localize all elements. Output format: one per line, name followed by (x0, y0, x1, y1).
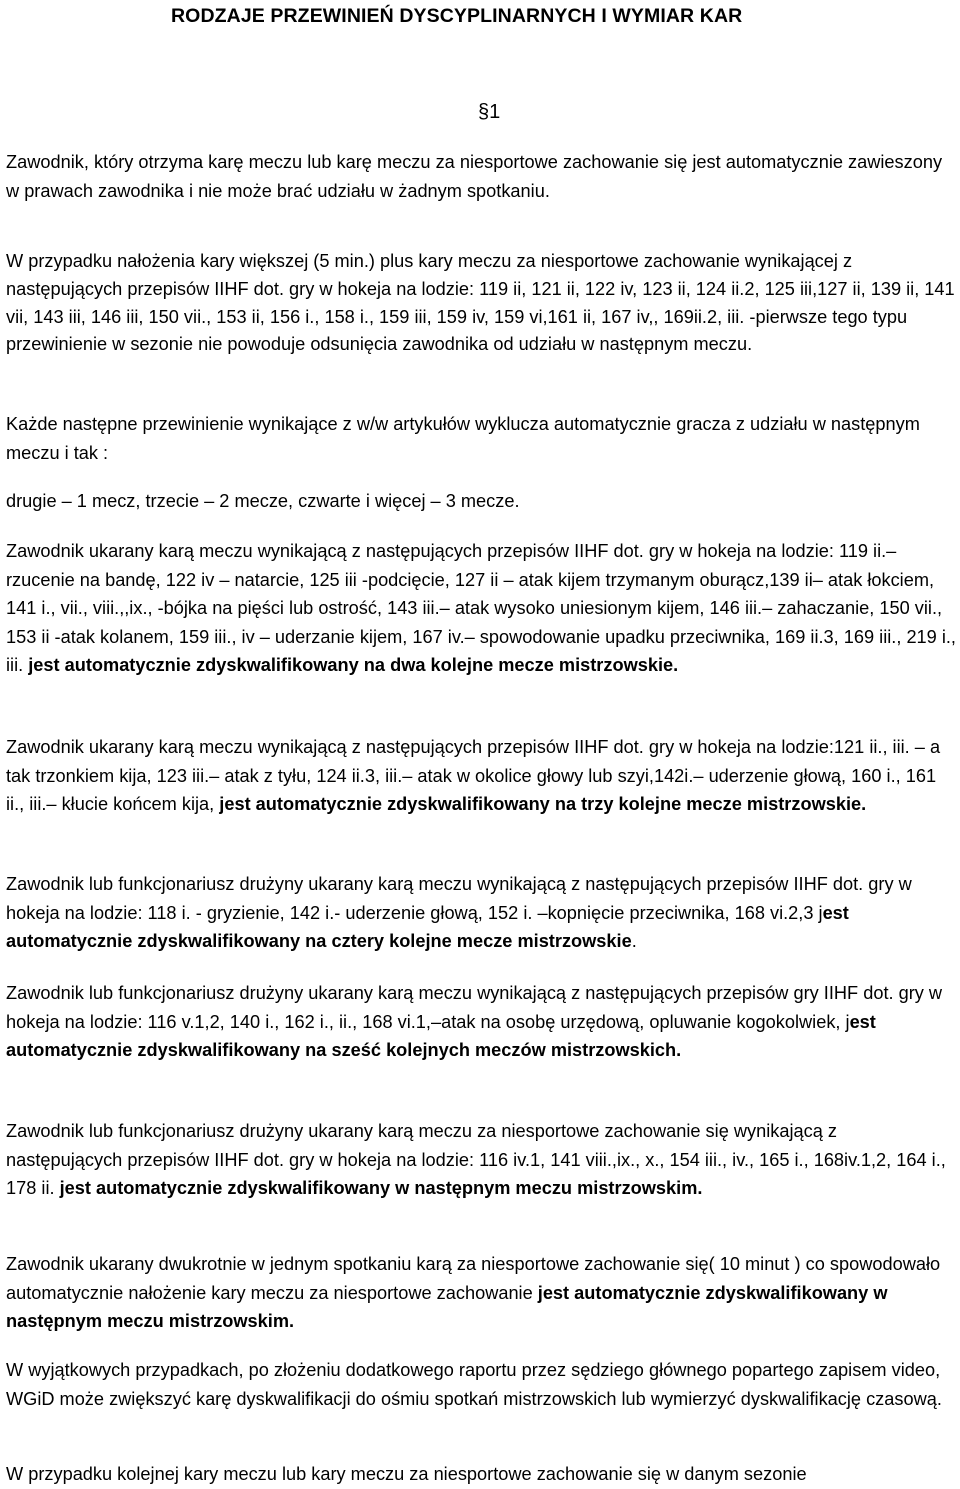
paragraph-subsequent-offences: Każde następne przewinienie wynikające z w/w artykułów wyklucza automatycznie gracza z udziału w następnym meczu i tak : (6, 414, 920, 463)
paragraph-six-game-suspension (6, 979, 958, 1065)
paragraph-exceptional-cases: W wyjątkowych przypadkach, po złożeniu dodatkowego raportu przez sędziego głównego popartego zapisem video, WGiD może zwiększyć karę dyskwalifikacji do ośmiu spotkań mistrzowskich lub wymierzyć dyskwalifikację czasową. (6, 1360, 942, 1409)
paragraph-text: Zawodnik ukarany dwukrotnie w jednym spotkaniu karą za niesportowe zachowanie się( 10 minut ) co spowodowało automatycznie nałożenie kary meczu za niesportowe zachowanie (6, 1254, 941, 1303)
paragraph-verdict: est automatycznie zdyskwalifikowany na cztery kolejne mecze mistrzowskie (6, 902, 849, 951)
paragraph-text: Zawodnik ukarany karą meczu wynikającą z następujących przepisów IIHF dot. gry w hokeja na lodzie: 119 ii.– rzucenie na bandę, 122 iv – natarcie, 125 iii -podcięcie, 127 ii – atak kijem trzymanym oburącz,139 ii– atak łokciem, 141 i., vii., viii.,,ix., -bójka na pięści lub ostrość, 143 iii.– atak wysoko uniesionym kijem, 146 iii.– zahaczanie, 150 vii., 153 ii -atak kolanem, 159 iii., iv – uderzanie kijem, 167 iv.– spowodowanie upadku przeciwnika, 169 ii.3, 169 iii., 219 i., iii. (6, 541, 956, 675)
document-title: RODZAJE PRZEWINIEŃ DYSCYPLINARNYCH I WYMIAR KAR (171, 5, 743, 27)
paragraph-end: . (631, 931, 637, 951)
paragraph-suspension-scale: drugie – 1 mecz, trzecie – 2 mecze, czwarte i więcej – 3 mecze. (6, 491, 520, 511)
paragraph-verdict: jest automatycznie zdyskwalifikowany w następnym meczu mistrzowskim. (6, 1282, 888, 1331)
paragraph-three-game-suspension (6, 733, 958, 819)
paragraph-text: Zawodnik ukarany karą meczu wynikającą z następujących przepisów IIHF dot. gry w hokeja na lodzie:121 ii., iii. – a tak trzonkiem kija, 123 iii.– atak z tyłu, 124 ii.3, iii.– atak w okolice głowy lub szyi,142i.– uderzenie głową, 160 i., 161 ii., iii.– kłucie końcem kija, (6, 737, 941, 814)
paragraph-major-plus-game-misconduct: W przypadku nałożenia kary większej (5 min.) plus kary meczu za niesportowe zachowanie wynikającej z następujących przepisów IIHF dot. gry w hokeja na lodzie: 119 ii, 121 ii, 122 iv, 123 ii, 124 ii.2, 125 iii,127 ii, 139 ii, 141 vii, 143 iii, 146 iii, 150 vii., 153 ii, 156 i., 158 i., 159 iii, 159 iv, 159 vi,161 ii, 167 iv,, 169ii.2, iii. -pierwsze tego typu przewinienie w sezonie nie powoduje odsunięcia zawodnika od udziału w następnym meczu. (6, 251, 955, 355)
paragraph-double-misconduct (6, 1250, 958, 1336)
section-number: §1 (478, 101, 501, 123)
paragraph-four-game-suspension (6, 870, 958, 956)
paragraph-suspension: Zawodnik, który otrzyma karę meczu lub karę meczu za niesportowe zachowanie się jest automatycznie zawieszony w prawach zawodnika i nie może brać udziału w żadnym spotkaniu. (6, 152, 943, 201)
paragraph-two-game-suspension (6, 537, 958, 680)
paragraph-verdict: jest automatycznie zdyskwalifikowany w następnym meczu mistrzowskim. (59, 1178, 703, 1198)
paragraph-repeat-offence: W przypadku kolejnej kary meczu lub kary meczu za niesportowe zachowanie się w danym sezonie (6, 1464, 807, 1484)
paragraph-one-game-suspension (6, 1117, 958, 1203)
paragraph-text: Zawodnik lub funkcjonariusz drużyny ukarany karą meczu wynikającą z następujących przepisów gry IIHF dot. gry w hokeja na lodzie: 116 v.1,2, 140 i., 162 i., ii., 168 vi.1,–atak na osobę urzędową, opluwanie kogokolwiek, j (6, 983, 943, 1032)
paragraph-verdict: jest automatycznie zdyskwalifikowany na dwa kolejne mecze mistrzowskie. (28, 655, 679, 675)
paragraph-text: Zawodnik lub funkcjonariusz drużyny ukarany karą meczu wynikającą z następujących przepisów IIHF dot. gry w hokeja na lodzie: 118 i. - gryzienie, 142 i.- uderzenie głową, 152 i. –kopnięcie przeciwnika, 168 vi.2,3 j (6, 874, 912, 923)
paragraph-verdict: est automatycznie zdyskwalifikowany na sześć kolejnych meczów mistrzowskich. (6, 1011, 876, 1060)
paragraph-text: Zawodnik lub funkcjonariusz drużyny ukarany karą meczu za niesportowe zachowanie się wynikającą z następujących przepisów IIHF dot. gry w hokeja na lodzie: 116 iv.1, 141 viii.,ix., x., 154 iii., iv., 165 i., 168iv.1,2, 164 i., 178 ii. (6, 1121, 946, 1198)
paragraph-verdict: jest automatycznie zdyskwalifikowany na trzy kolejne mecze mistrzowskie. (219, 794, 867, 814)
